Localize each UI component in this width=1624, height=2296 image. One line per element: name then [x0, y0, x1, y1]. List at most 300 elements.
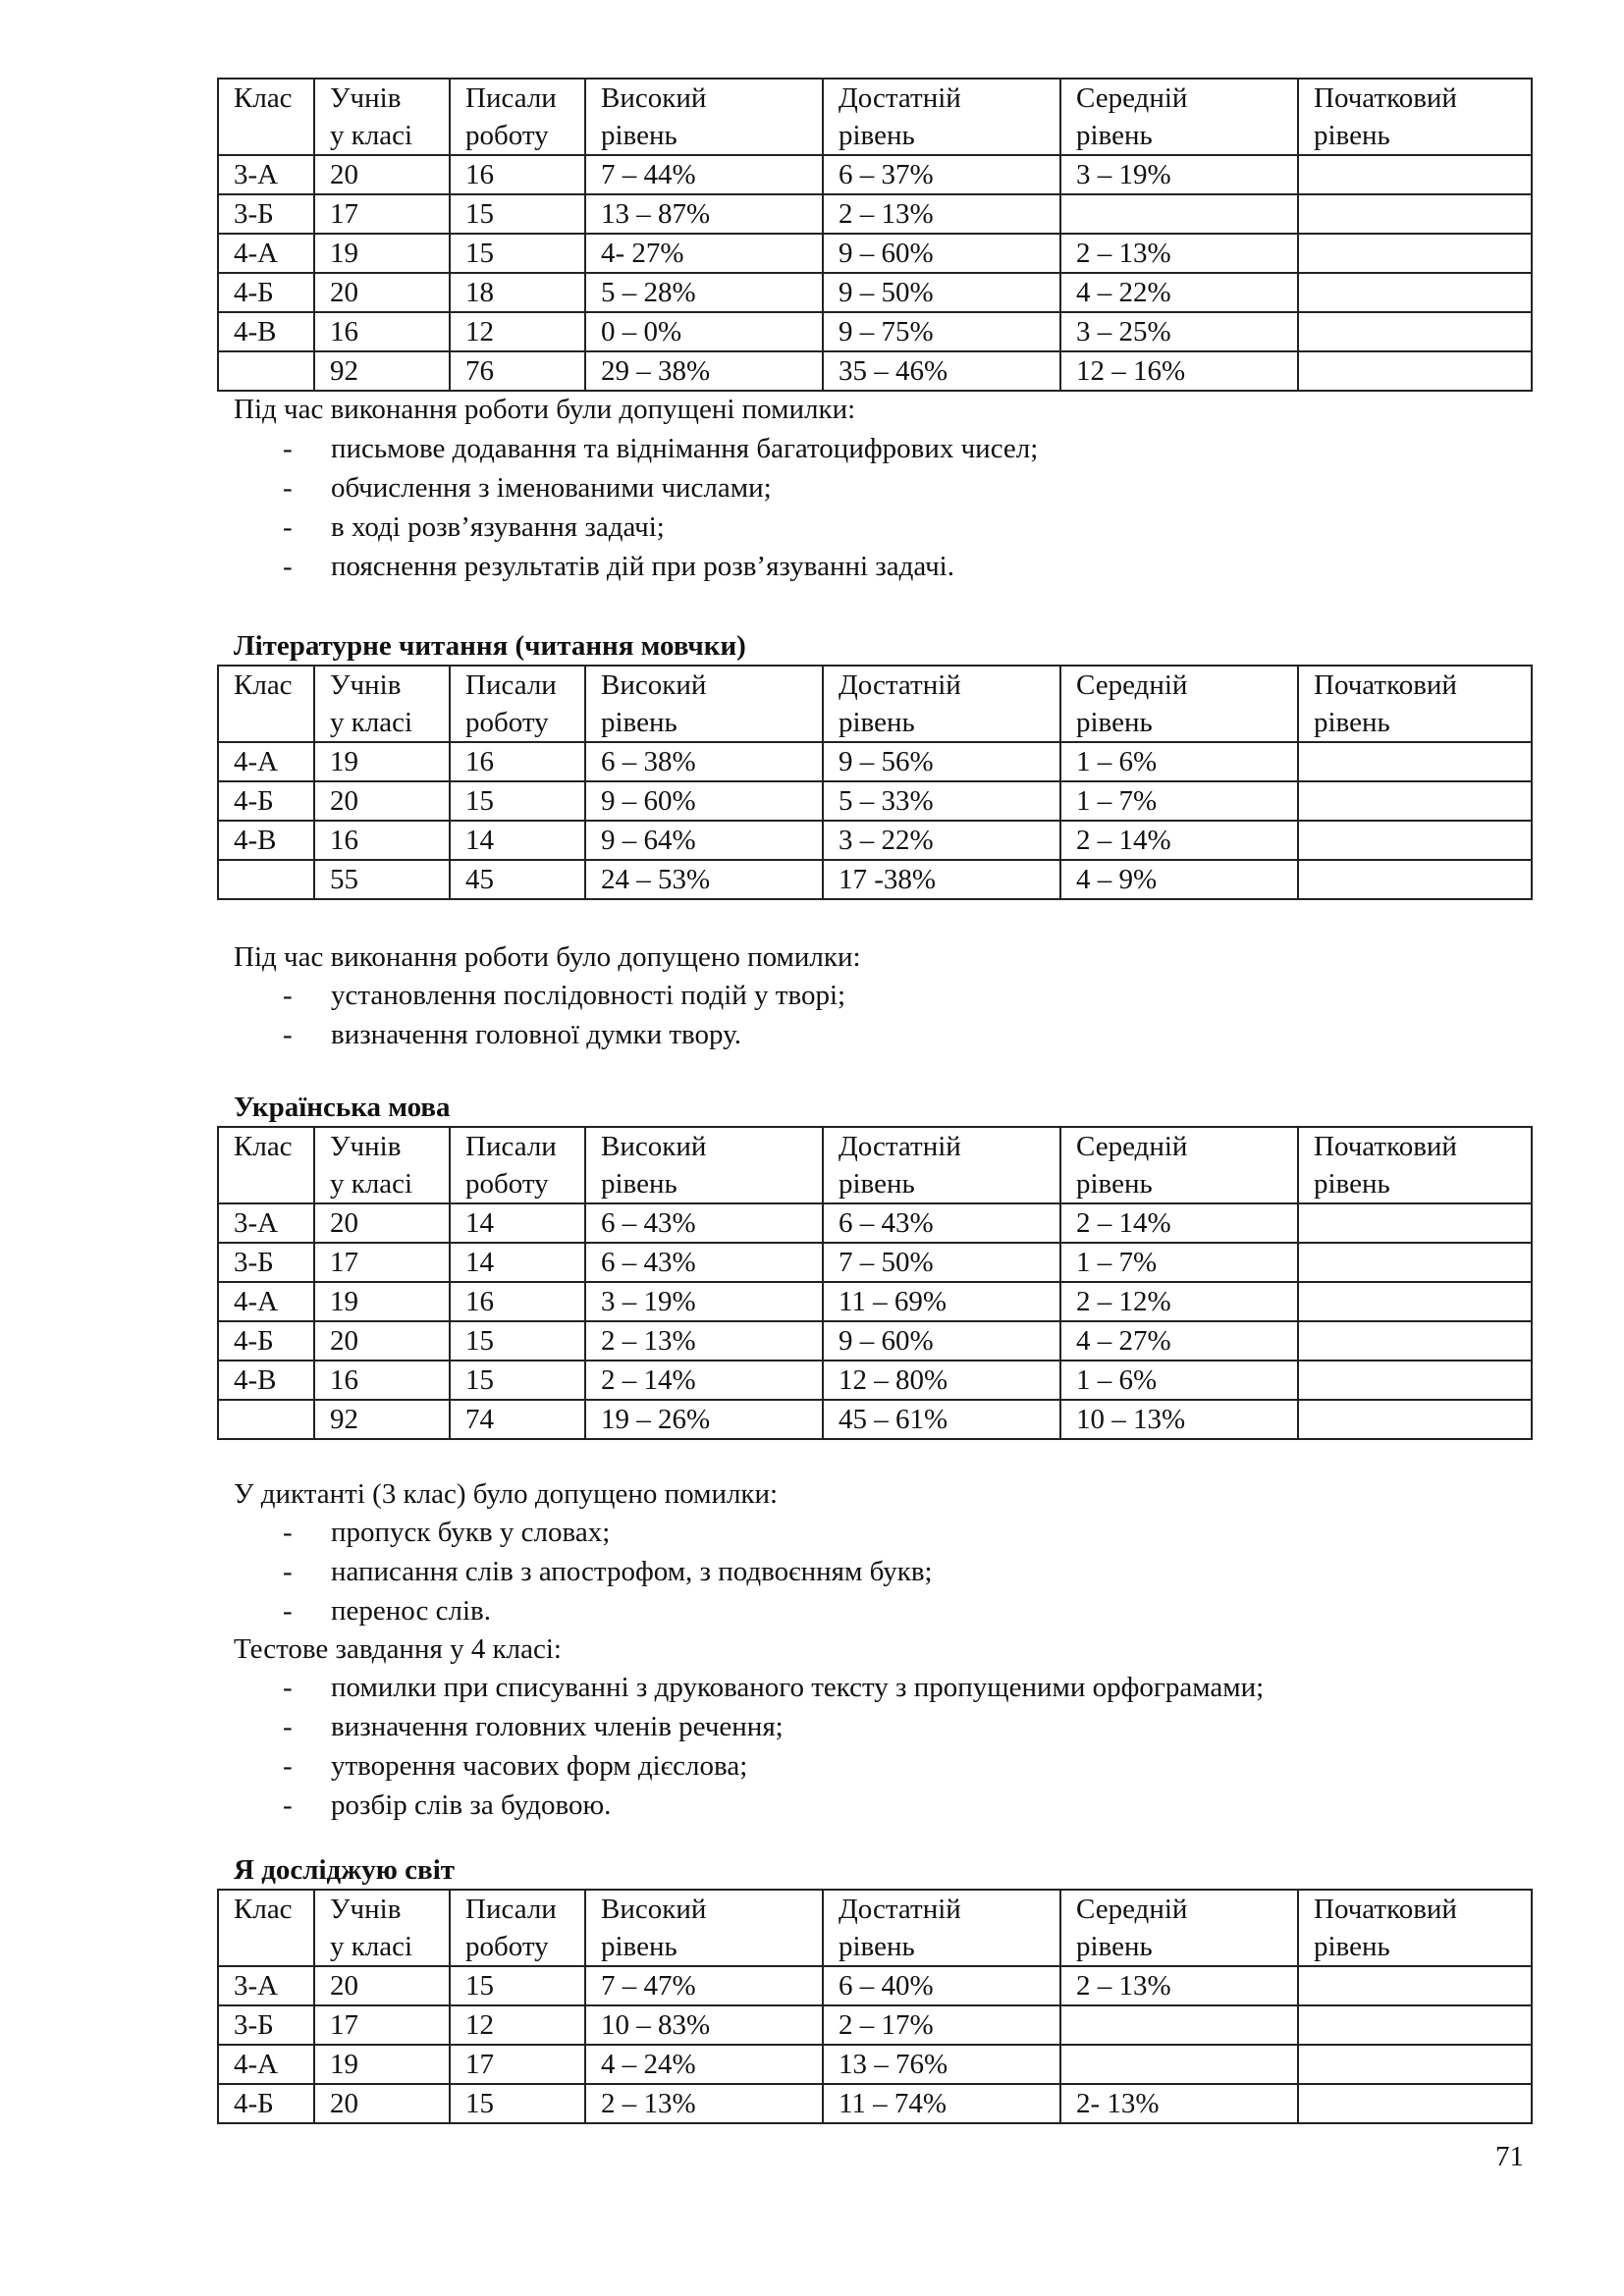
column-header-line: роботу	[465, 1168, 549, 1200]
cell-level-high: 0 – 0%	[585, 312, 823, 351]
cell-students-wrote: 18	[450, 273, 585, 312]
cell-level-medium: 2 – 14%	[1060, 1203, 1298, 1243]
cell-class: 3-А	[218, 1203, 314, 1243]
column-header-line: Писали	[465, 669, 557, 701]
cell-level-sufficient: 2 – 13%	[823, 194, 1060, 234]
ukrainian-results-table	[217, 1126, 1533, 1440]
cell-level-sufficient: 9 – 56%	[823, 742, 1060, 781]
table-total-row	[218, 860, 1532, 899]
cell-level-initial	[1298, 155, 1532, 194]
cell-students-wrote: 15	[450, 2084, 585, 2123]
column-header-class	[218, 79, 314, 155]
cell-students-wrote: 12	[450, 2005, 585, 2045]
reading-results-table	[217, 665, 1533, 900]
cell-level-medium: 2 – 13%	[1060, 234, 1298, 273]
list-item	[234, 1668, 1264, 1707]
dictation-errors-intro: У диктанті (3 клас) було допущено помилки:	[234, 1478, 779, 1510]
world-results-table	[217, 1889, 1533, 2124]
cell-students-wrote: 74	[450, 1400, 585, 1439]
list-item	[234, 1786, 1264, 1825]
list-item	[234, 976, 845, 1015]
column-header-line: рівень	[1314, 707, 1390, 738]
column-header-line: роботу	[465, 1931, 549, 1962]
cell-level-initial	[1298, 2005, 1532, 2045]
cell-students-wrote: 16	[450, 742, 585, 781]
column-header-line: рівень	[1076, 1931, 1153, 1962]
cell-level-sufficient: 9 – 60%	[823, 1321, 1060, 1361]
column-header-level-initial	[1298, 666, 1532, 742]
cell-level-initial	[1298, 1282, 1532, 1321]
list-item-text: розбір слів за будовою.	[331, 1789, 612, 1821]
cell-class: 4-В	[218, 312, 314, 351]
table-row	[218, 312, 1532, 351]
list-item	[234, 507, 1038, 547]
list-dash-marker: -	[283, 472, 293, 504]
list-dash-marker: -	[283, 551, 293, 582]
cell-class: 4-В	[218, 821, 314, 860]
cell-students-wrote: 12	[450, 312, 585, 351]
column-header-line: рівень	[839, 1931, 915, 1962]
cell-level-medium: 3 – 25%	[1060, 312, 1298, 351]
cell-students-total: 16	[314, 1361, 450, 1400]
column-header-class	[218, 1127, 314, 1203]
column-header-students-total	[314, 79, 450, 155]
column-header-line: роботу	[465, 707, 549, 738]
cell-level-medium: 1 – 7%	[1060, 781, 1298, 821]
cell-level-initial	[1298, 1966, 1532, 2005]
cell-level-medium: 4 – 27%	[1060, 1321, 1298, 1361]
column-header-students-total	[314, 1127, 450, 1203]
cell-level-initial	[1298, 273, 1532, 312]
column-header-line: рівень	[601, 707, 677, 738]
column-header-line: Високий	[601, 1131, 707, 1162]
column-header-line: рівень	[1314, 120, 1390, 151]
cell-level-sufficient: 9 – 75%	[823, 312, 1060, 351]
math-results-table	[217, 78, 1533, 392]
table-row	[218, 1203, 1532, 1243]
cell-level-high: 2 – 13%	[585, 2084, 823, 2123]
cell-students-wrote: 15	[450, 1321, 585, 1361]
cell-level-high: 3 – 19%	[585, 1282, 823, 1321]
column-header-line: Учнів	[330, 1894, 402, 1925]
column-header-line	[234, 1165, 313, 1202]
table-row	[218, 821, 1532, 860]
column-header-line: Достатній	[839, 1894, 961, 1925]
table-row	[218, 194, 1532, 234]
column-header-level-sufficient	[823, 1890, 1060, 1966]
cell-level-high: 19 – 26%	[585, 1400, 823, 1439]
reading-section-title: Літературне читання (читання мовчки)	[234, 630, 746, 662]
cell-students-total: 19	[314, 234, 450, 273]
cell-class: 3-Б	[218, 1243, 314, 1282]
column-header-line	[234, 704, 313, 741]
list-item-text: установлення послідовності подій у творі;	[331, 980, 846, 1011]
cell-level-initial	[1298, 821, 1532, 860]
table-row	[218, 2005, 1532, 2045]
list-item-text: визначення головної думки твору.	[331, 1019, 741, 1050]
cell-students-wrote: 14	[450, 821, 585, 860]
cell-students-wrote: 15	[450, 194, 585, 234]
list-item	[234, 468, 1038, 507]
cell-level-medium: 3 – 19%	[1060, 155, 1298, 194]
list-dash-marker: -	[283, 1556, 293, 1587]
cell-class: 4-А	[218, 2045, 314, 2084]
list-dash-marker: -	[283, 1672, 293, 1703]
column-header-line: Учнів	[330, 1131, 402, 1162]
cell-level-medium: 2 – 12%	[1060, 1282, 1298, 1321]
cell-students-wrote: 14	[450, 1243, 585, 1282]
column-header-students-wrote	[450, 1890, 585, 1966]
cell-level-sufficient: 9 – 60%	[823, 234, 1060, 273]
cell-level-medium: 2 – 13%	[1060, 1966, 1298, 2005]
cell-students-wrote: 76	[450, 351, 585, 391]
list-item-text: обчислення з іменованими числами;	[331, 472, 772, 504]
list-item	[234, 1552, 933, 1591]
cell-level-high: 7 – 47%	[585, 1966, 823, 2005]
list-item-text: пояснення результатів дій при розв’язуванні задачі.	[331, 551, 954, 582]
cell-class: 3-А	[218, 155, 314, 194]
column-header-class	[218, 666, 314, 742]
cell-class: 4-А	[218, 742, 314, 781]
math-errors-list	[234, 429, 1038, 586]
column-header-line: рівень	[601, 1168, 677, 1200]
cell-students-total: 20	[314, 1966, 450, 2005]
cell-students-total: 20	[314, 781, 450, 821]
list-dash-marker: -	[283, 1517, 293, 1548]
column-header-line: рівень	[1076, 1168, 1153, 1200]
column-header-line: Середній	[1076, 82, 1188, 114]
cell-students-total: 20	[314, 155, 450, 194]
column-header-line: Достатній	[839, 669, 961, 701]
cell-level-high: 9 – 60%	[585, 781, 823, 821]
column-header-line: рівень	[1314, 1168, 1390, 1200]
cell-level-sufficient: 11 – 69%	[823, 1282, 1060, 1321]
list-dash-marker: -	[283, 980, 293, 1011]
column-header-line: рівень	[839, 707, 915, 738]
cell-students-total: 20	[314, 2084, 450, 2123]
cell-class: 3-Б	[218, 194, 314, 234]
cell-level-initial	[1298, 860, 1532, 899]
table-row	[218, 1361, 1532, 1400]
column-header-line	[234, 117, 313, 154]
list-item	[234, 1513, 933, 1552]
cell-students-total: 16	[314, 821, 450, 860]
cell-level-sufficient: 17 -38%	[823, 860, 1060, 899]
column-header-line: Середній	[1076, 1894, 1188, 1925]
column-header-line: Середній	[1076, 669, 1188, 701]
cell-level-initial	[1298, 781, 1532, 821]
column-header-line: Писали	[465, 1131, 557, 1162]
cell-students-total: 55	[314, 860, 450, 899]
cell-level-initial	[1298, 1361, 1532, 1400]
cell-level-high: 24 – 53%	[585, 860, 823, 899]
cell-level-high: 5 – 28%	[585, 273, 823, 312]
cell-level-initial	[1298, 2084, 1532, 2123]
cell-level-sufficient: 3 – 22%	[823, 821, 1060, 860]
cell-level-high: 10 – 83%	[585, 2005, 823, 2045]
table-row	[218, 1243, 1532, 1282]
list-dash-marker: -	[283, 1595, 293, 1627]
column-header-line: у класі	[330, 1168, 413, 1200]
column-header-line: Учнів	[330, 82, 402, 114]
cell-class	[218, 1400, 314, 1439]
column-header-line: рівень	[601, 1931, 677, 1962]
cell-students-wrote: 16	[450, 1282, 585, 1321]
cell-level-high: 2 – 13%	[585, 1321, 823, 1361]
column-header-students-wrote	[450, 666, 585, 742]
test-errors-list	[234, 1668, 1264, 1825]
cell-students-total: 16	[314, 312, 450, 351]
cell-students-wrote: 15	[450, 781, 585, 821]
column-header-line: рівень	[1076, 120, 1153, 151]
cell-level-initial	[1298, 1321, 1532, 1361]
cell-level-initial	[1298, 2045, 1532, 2084]
cell-students-total: 17	[314, 2005, 450, 2045]
cell-level-sufficient: 7 – 50%	[823, 1243, 1060, 1282]
cell-level-high: 2 – 14%	[585, 1361, 823, 1400]
cell-level-medium	[1060, 2045, 1298, 2084]
cell-level-initial	[1298, 194, 1532, 234]
column-header-line: Писали	[465, 82, 557, 114]
column-header-line: Учнів	[330, 669, 402, 701]
cell-level-high: 6 – 43%	[585, 1243, 823, 1282]
page-number: 71	[1495, 2141, 1524, 2172]
cell-students-total: 20	[314, 1321, 450, 1361]
cell-students-total: 92	[314, 351, 450, 391]
table-row	[218, 273, 1532, 312]
column-header-line: Високий	[601, 82, 707, 114]
cell-level-initial	[1298, 1243, 1532, 1282]
column-header-line: у класі	[330, 120, 413, 151]
cell-level-sufficient: 35 – 46%	[823, 351, 1060, 391]
world-section-title: Я досліджую світ	[234, 1854, 456, 1886]
list-item	[234, 1015, 845, 1054]
cell-level-initial	[1298, 234, 1532, 273]
cell-level-high: 4 – 24%	[585, 2045, 823, 2084]
cell-level-high: 6 – 38%	[585, 742, 823, 781]
list-item-text: помилки при списуванні з друкованого тексту з пропущеними орфограмами;	[331, 1672, 1265, 1703]
table-total-row	[218, 351, 1532, 391]
column-header-line: Початковий	[1314, 1894, 1457, 1925]
list-item	[234, 1707, 1264, 1746]
column-header-level-sufficient	[823, 1127, 1060, 1203]
column-header-level-high	[585, 666, 823, 742]
cell-students-total: 19	[314, 2045, 450, 2084]
list-item	[234, 1746, 1264, 1786]
cell-level-sufficient: 13 – 76%	[823, 2045, 1060, 2084]
cell-class: 4-Б	[218, 2084, 314, 2123]
cell-level-sufficient: 12 – 80%	[823, 1361, 1060, 1400]
table-header-row	[218, 79, 1532, 155]
table-total-row	[218, 1400, 1532, 1439]
cell-level-sufficient: 11 – 74%	[823, 2084, 1060, 2123]
column-header-line: Середній	[1076, 1131, 1188, 1162]
cell-level-initial	[1298, 312, 1532, 351]
list-item-text: утворення часових форм дієслова;	[331, 1750, 748, 1782]
column-header-level-sufficient	[823, 666, 1060, 742]
cell-level-medium: 4 – 22%	[1060, 273, 1298, 312]
column-header-line: Клас	[234, 1131, 293, 1162]
cell-level-medium: 12 – 16%	[1060, 351, 1298, 391]
column-header-line: Клас	[234, 82, 293, 114]
list-item-text: написання слів з апострофом, з подвоєнням букв;	[331, 1556, 933, 1587]
column-header-line: рівень	[1076, 707, 1153, 738]
table-row	[218, 1321, 1532, 1361]
cell-students-total: 92	[314, 1400, 450, 1439]
list-dash-marker: -	[283, 1711, 293, 1742]
reading-errors-intro: Під час виконання роботи було допущено помилки:	[234, 941, 861, 973]
column-header-line: Високий	[601, 1894, 707, 1925]
cell-level-medium: 1 – 7%	[1060, 1243, 1298, 1282]
list-dash-marker: -	[283, 1019, 293, 1050]
cell-level-medium: 2- 13%	[1060, 2084, 1298, 2123]
cell-students-total: 20	[314, 273, 450, 312]
cell-level-sufficient: 6 – 37%	[823, 155, 1060, 194]
cell-level-sufficient: 9 – 50%	[823, 273, 1060, 312]
list-item-text: письмове додавання та віднімання багатоцифрових чисел;	[331, 433, 1039, 464]
dictation-errors-list	[234, 1513, 933, 1630]
cell-level-medium: 10 – 13%	[1060, 1400, 1298, 1439]
column-header-students-total	[314, 666, 450, 742]
column-header-line	[234, 1928, 313, 1965]
column-header-line: Клас	[234, 1894, 293, 1925]
cell-students-total: 19	[314, 742, 450, 781]
column-header-class	[218, 1890, 314, 1966]
cell-students-wrote: 15	[450, 1966, 585, 2005]
column-header-level-sufficient	[823, 79, 1060, 155]
cell-class: 4-Б	[218, 781, 314, 821]
cell-students-wrote: 16	[450, 155, 585, 194]
cell-students-total: 17	[314, 1243, 450, 1282]
column-header-line: Достатній	[839, 1131, 961, 1162]
cell-level-high: 9 – 64%	[585, 821, 823, 860]
cell-students-total: 20	[314, 1203, 450, 1243]
list-item	[234, 429, 1038, 468]
table-header-row	[218, 1890, 1532, 1966]
cell-level-initial	[1298, 351, 1532, 391]
column-header-students-wrote	[450, 79, 585, 155]
cell-class: 3-А	[218, 1966, 314, 2005]
cell-students-wrote: 15	[450, 1361, 585, 1400]
list-item-text: перенос слів.	[331, 1595, 491, 1627]
column-header-line: рівень	[839, 1168, 915, 1200]
cell-level-sufficient: 5 – 33%	[823, 781, 1060, 821]
list-item	[234, 1591, 933, 1630]
cell-level-medium: 2 – 14%	[1060, 821, 1298, 860]
column-header-level-medium	[1060, 79, 1298, 155]
list-item	[234, 547, 1038, 586]
cell-level-high: 29 – 38%	[585, 351, 823, 391]
list-dash-marker: -	[283, 1750, 293, 1782]
cell-class: 4-А	[218, 1282, 314, 1321]
table-row	[218, 742, 1532, 781]
table-row	[218, 1282, 1532, 1321]
ukrainian-section-title: Українська мова	[234, 1092, 451, 1123]
cell-level-initial	[1298, 1203, 1532, 1243]
cell-level-initial	[1298, 742, 1532, 781]
column-header-level-medium	[1060, 1127, 1298, 1203]
cell-students-total: 19	[314, 1282, 450, 1321]
test-errors-intro: Тестове завдання у 4 класі:	[234, 1633, 562, 1665]
column-header-line: Клас	[234, 669, 293, 701]
cell-students-wrote: 14	[450, 1203, 585, 1243]
cell-level-medium: 1 – 6%	[1060, 742, 1298, 781]
cell-students-total: 17	[314, 194, 450, 234]
cell-class	[218, 351, 314, 391]
cell-students-wrote: 15	[450, 234, 585, 273]
cell-students-wrote: 17	[450, 2045, 585, 2084]
table-row	[218, 781, 1532, 821]
column-header-students-wrote	[450, 1127, 585, 1203]
cell-class: 4-Б	[218, 1321, 314, 1361]
column-header-line: у класі	[330, 707, 413, 738]
column-header-level-high	[585, 1127, 823, 1203]
reading-errors-list	[234, 976, 845, 1054]
column-header-line: рівень	[839, 120, 915, 151]
list-dash-marker: -	[283, 1789, 293, 1821]
cell-level-medium: 1 – 6%	[1060, 1361, 1298, 1400]
column-header-line: Писали	[465, 1894, 557, 1925]
cell-level-sufficient: 6 – 40%	[823, 1966, 1060, 2005]
math-errors-intro: Під час виконання роботи були допущені помилки:	[234, 394, 856, 425]
cell-level-medium: 4 – 9%	[1060, 860, 1298, 899]
cell-students-wrote: 45	[450, 860, 585, 899]
table-row	[218, 234, 1532, 273]
cell-class: 4-Б	[218, 273, 314, 312]
cell-level-high: 6 – 43%	[585, 1203, 823, 1243]
list-dash-marker: -	[283, 511, 293, 543]
column-header-line: у класі	[330, 1931, 413, 1962]
cell-level-high: 4- 27%	[585, 234, 823, 273]
column-header-line: Початковий	[1314, 669, 1457, 701]
list-dash-marker: -	[283, 433, 293, 464]
cell-class: 3-Б	[218, 2005, 314, 2045]
cell-level-sufficient: 45 – 61%	[823, 1400, 1060, 1439]
cell-level-sufficient: 6 – 43%	[823, 1203, 1060, 1243]
column-header-level-medium	[1060, 666, 1298, 742]
column-header-line: Високий	[601, 669, 707, 701]
column-header-line: рівень	[601, 120, 677, 151]
column-header-students-total	[314, 1890, 450, 1966]
column-header-line: роботу	[465, 120, 549, 151]
list-item-text: пропуск букв у словах;	[331, 1517, 611, 1548]
cell-level-medium	[1060, 194, 1298, 234]
column-header-line: Початковий	[1314, 82, 1457, 114]
cell-level-initial	[1298, 1400, 1532, 1439]
cell-class: 4-В	[218, 1361, 314, 1400]
cell-level-sufficient: 2 – 17%	[823, 2005, 1060, 2045]
cell-class	[218, 860, 314, 899]
column-header-level-initial	[1298, 1127, 1532, 1203]
list-item-text: в ході розв’язування задачі;	[331, 511, 665, 543]
cell-level-high: 7 – 44%	[585, 155, 823, 194]
column-header-level-medium	[1060, 1890, 1298, 1966]
column-header-level-initial	[1298, 79, 1532, 155]
table-row	[218, 155, 1532, 194]
list-item-text: визначення головних членів речення;	[331, 1711, 784, 1742]
table-header-row	[218, 1127, 1532, 1203]
cell-level-medium	[1060, 2005, 1298, 2045]
cell-level-high: 13 – 87%	[585, 194, 823, 234]
column-header-line: Початковий	[1314, 1131, 1457, 1162]
column-header-level-initial	[1298, 1890, 1532, 1966]
table-row	[218, 1966, 1532, 2005]
column-header-level-high	[585, 79, 823, 155]
column-header-line: рівень	[1314, 1931, 1390, 1962]
column-header-line: Достатній	[839, 82, 961, 114]
table-row	[218, 2045, 1532, 2084]
table-row	[218, 2084, 1532, 2123]
